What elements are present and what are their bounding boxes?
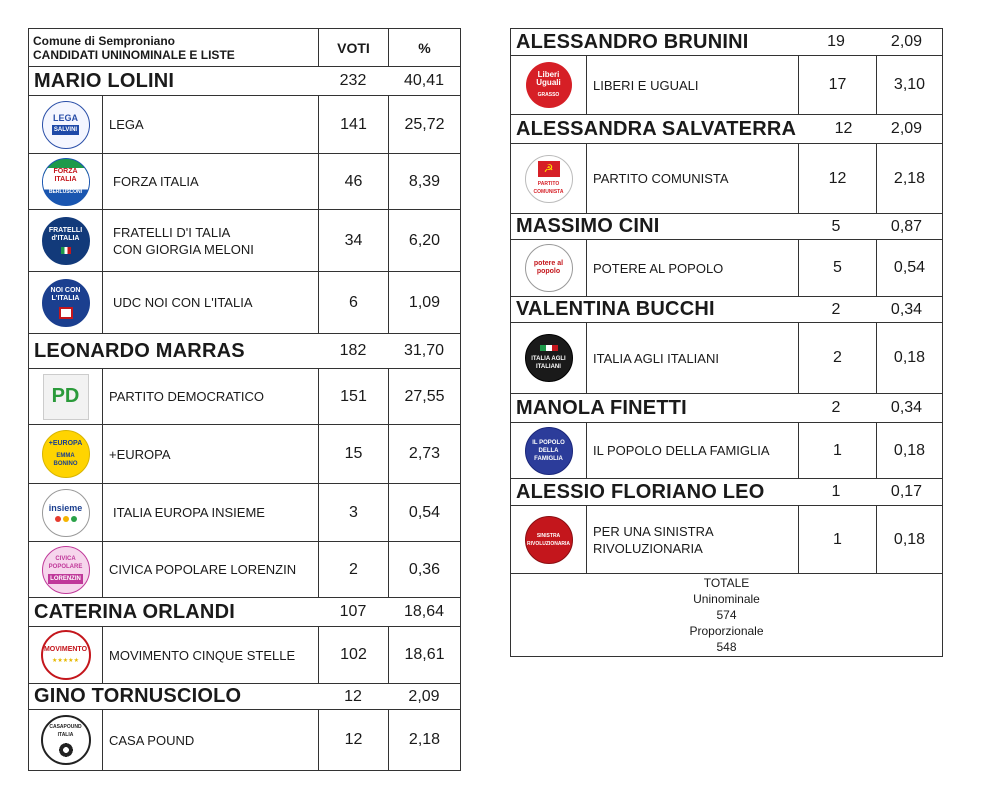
party-row <box>511 143 942 213</box>
candidate-pct: 2,09 <box>890 33 923 50</box>
candidate-name: ALESSANDRA SALVATERRA <box>516 117 797 140</box>
m5s-logo-icon: MOVIMENTO ★★★★★ <box>41 630 91 680</box>
candidate-votes: 232 <box>339 72 367 89</box>
civica-popolare-logo-icon: CIVICA POPOLARE LORENZIN <box>42 546 90 594</box>
party-votes: 141 <box>318 96 388 153</box>
candidate-name: ALESSANDRO BRUNINI <box>516 30 749 53</box>
party-name-line2: CON GIORGIA MELONI <box>113 241 254 257</box>
party-row <box>29 424 460 483</box>
party-pct: 8,39 <box>388 154 460 209</box>
party-name: UDC NOI CON L'ITALIA <box>102 272 318 333</box>
party-name: ITALIA EUROPA INSIEME <box>102 484 318 541</box>
candidate-pct: 31,70 <box>403 342 445 359</box>
candidate-name: MASSIMO CINI <box>516 215 660 237</box>
party-votes: 17 <box>798 56 876 114</box>
candidate-votes: 12 <box>834 120 853 137</box>
candidate-pct: 0,34 <box>890 300 923 318</box>
party-row <box>29 95 460 153</box>
candidate-votes: 5 <box>831 217 841 235</box>
party-row <box>29 541 460 597</box>
candidate-votes: 2 <box>831 300 841 318</box>
candidate-votes: 107 <box>339 603 367 620</box>
candidate-pct: 2,09 <box>408 687 440 705</box>
candidate-row <box>29 66 460 95</box>
party-row <box>29 271 460 333</box>
party-row <box>511 422 942 478</box>
liberi-uguali-logo-icon: Liberi Uguali GRASSO <box>526 62 572 108</box>
results-table-left <box>28 28 461 771</box>
candidate-row <box>511 29 942 55</box>
forza-italia-logo-icon: FORZA ITALIA BERLUSCONI <box>42 158 90 206</box>
candidate-row <box>29 597 460 626</box>
lega-logo-icon: LEGA SALVINI <box>42 101 90 149</box>
party-pct: 6,20 <box>388 210 460 271</box>
proporzionale-total: 548 <box>716 640 737 654</box>
uninominale-total: 574 <box>716 608 737 622</box>
party-pct: 0,54 <box>388 484 460 541</box>
candidate-pct: 2,09 <box>890 120 923 137</box>
party-row <box>29 153 460 209</box>
candidate-name: CATERINA ORLANDI <box>34 600 235 623</box>
party-name-line2: RIVOLUZIONARIA <box>593 540 703 556</box>
candidate-row <box>511 213 942 239</box>
party-name: PARTITO DEMOCRATICO <box>102 369 318 424</box>
party-pct: 2,18 <box>388 710 460 770</box>
potere-al-popolo-logo-icon: potere al popolo <box>525 244 573 292</box>
results-table-right <box>510 28 943 657</box>
candidate-name: MANOLA FINETTI <box>516 396 687 419</box>
totals-row <box>511 573 942 656</box>
candidate-name: LEONARDO MARRAS <box>34 339 245 362</box>
candidate-votes: 2 <box>831 399 841 416</box>
party-pct: 0,36 <box>388 542 460 597</box>
partito-comunista-logo-icon: ☭ PARTITO COMUNISTA <box>525 155 573 203</box>
candidate-row <box>511 114 942 143</box>
party-pct: 3,10 <box>876 56 942 114</box>
popolo-della-famiglia-logo-icon: IL POPOLO DELLA FAMIGLIA <box>525 427 573 475</box>
candidate-row <box>29 333 460 368</box>
proporzionale-label: Proporzionale <box>689 624 764 638</box>
party-pct: 27,55 <box>388 369 460 424</box>
header-label: CANDIDATI UNINOMINALE E LISTE <box>33 47 235 62</box>
uninominale-label: Uninominale <box>693 592 760 606</box>
party-votes: 46 <box>318 154 388 209</box>
candidate-row <box>511 393 942 422</box>
candidate-name: ALESSIO FLORIANO LEO <box>516 480 765 503</box>
party-votes: 1 <box>798 506 876 573</box>
candidate-votes: 1 <box>831 483 841 500</box>
party-row <box>29 626 460 683</box>
party-pct: 18,61 <box>388 627 460 683</box>
party-votes: 34 <box>318 210 388 271</box>
italia-agli-italiani-logo-icon: ITALIA AGLI ITALIANI <box>525 334 573 382</box>
pct-column-header: % <box>388 29 460 66</box>
party-row <box>29 209 460 271</box>
party-name: IL POPOLO DELLA FAMIGLIA <box>586 423 798 478</box>
candidate-pct: 0,87 <box>890 217 923 235</box>
party-pct: 0,18 <box>876 323 942 393</box>
party-votes: 6 <box>318 272 388 333</box>
totals-title: TOTALE <box>703 576 750 590</box>
municipality-label: Comune di Semproniano <box>33 33 176 48</box>
party-name: MOVIMENTO CINQUE STELLE <box>102 627 318 683</box>
party-votes: 15 <box>318 425 388 483</box>
pd-logo-icon: PD <box>43 374 89 420</box>
party-name: FORZA ITALIA <box>102 154 318 209</box>
party-pct: 1,09 <box>388 272 460 333</box>
party-name: PARTITO COMUNISTA <box>586 144 798 213</box>
party-row <box>511 55 942 114</box>
party-votes: 2 <box>318 542 388 597</box>
party-votes: 151 <box>318 369 388 424</box>
candidate-votes: 19 <box>827 33 845 50</box>
candidate-name: GINO TORNUSCIOLO <box>34 685 242 707</box>
party-name-line1: FRATELLI D'I TALIA <box>113 224 231 240</box>
casapound-logo-icon: CASAPOUND ITALIA <box>41 715 91 765</box>
party-votes: 1 <box>798 423 876 478</box>
insieme-logo-icon: insieme <box>42 489 90 537</box>
candidate-votes: 12 <box>344 687 362 705</box>
candidate-pct: 18,64 <box>403 603 445 620</box>
party-votes: 3 <box>318 484 388 541</box>
party-pct: 2,73 <box>388 425 460 483</box>
party-row <box>29 709 460 770</box>
party-row <box>511 322 942 393</box>
piu-europa-logo-icon: +EUROPA EMMA BONINO <box>42 430 90 478</box>
party-row <box>511 505 942 573</box>
party-name: ITALIA AGLI ITALIANI <box>586 323 798 393</box>
candidate-pct: 40,41 <box>403 72 445 89</box>
party-name: POTERE AL POPOLO <box>586 240 798 296</box>
party-name: LIBERI E UGUALI <box>586 56 798 114</box>
candidate-name: VALENTINA BUCCHI <box>516 298 715 320</box>
party-votes: 5 <box>798 240 876 296</box>
party-name: CASA POUND <box>102 710 318 770</box>
candidate-row <box>29 683 460 709</box>
party-votes: 12 <box>798 144 876 213</box>
table-header <box>29 29 460 66</box>
party-votes: 2 <box>798 323 876 393</box>
candidate-votes: 182 <box>339 342 367 359</box>
party-name: LEGA <box>102 96 318 153</box>
fratelli-italia-logo-icon: FRATELLI d'ITALIA <box>42 217 90 265</box>
party-votes: 102 <box>318 627 388 683</box>
udc-logo-icon: NOI CON L'ITALIA <box>42 279 90 327</box>
candidate-row <box>511 296 942 322</box>
party-pct: 2,18 <box>876 144 942 213</box>
candidate-row <box>511 478 942 505</box>
votes-column-header: VOTI <box>318 29 388 66</box>
party-pct: 0,18 <box>876 423 942 478</box>
party-name: +EUROPA <box>102 425 318 483</box>
party-name-line1: PER UNA SINISTRA <box>593 523 714 539</box>
party-name: CIVICA POPOLARE LORENZIN <box>102 542 318 597</box>
sinistra-rivoluzionaria-logo-icon: SINISTRA RIVOLUZIONARIA <box>525 516 573 564</box>
party-pct: 0,18 <box>876 506 942 573</box>
party-pct: 25,72 <box>388 96 460 153</box>
party-row <box>29 368 460 424</box>
candidate-name: MARIO LOLINI <box>34 69 175 92</box>
candidate-pct: 0,17 <box>890 483 923 500</box>
party-row <box>511 239 942 296</box>
party-row <box>29 483 460 541</box>
party-pct: 0,54 <box>876 240 942 296</box>
candidate-pct: 0,34 <box>890 399 923 416</box>
party-votes: 12 <box>318 710 388 770</box>
